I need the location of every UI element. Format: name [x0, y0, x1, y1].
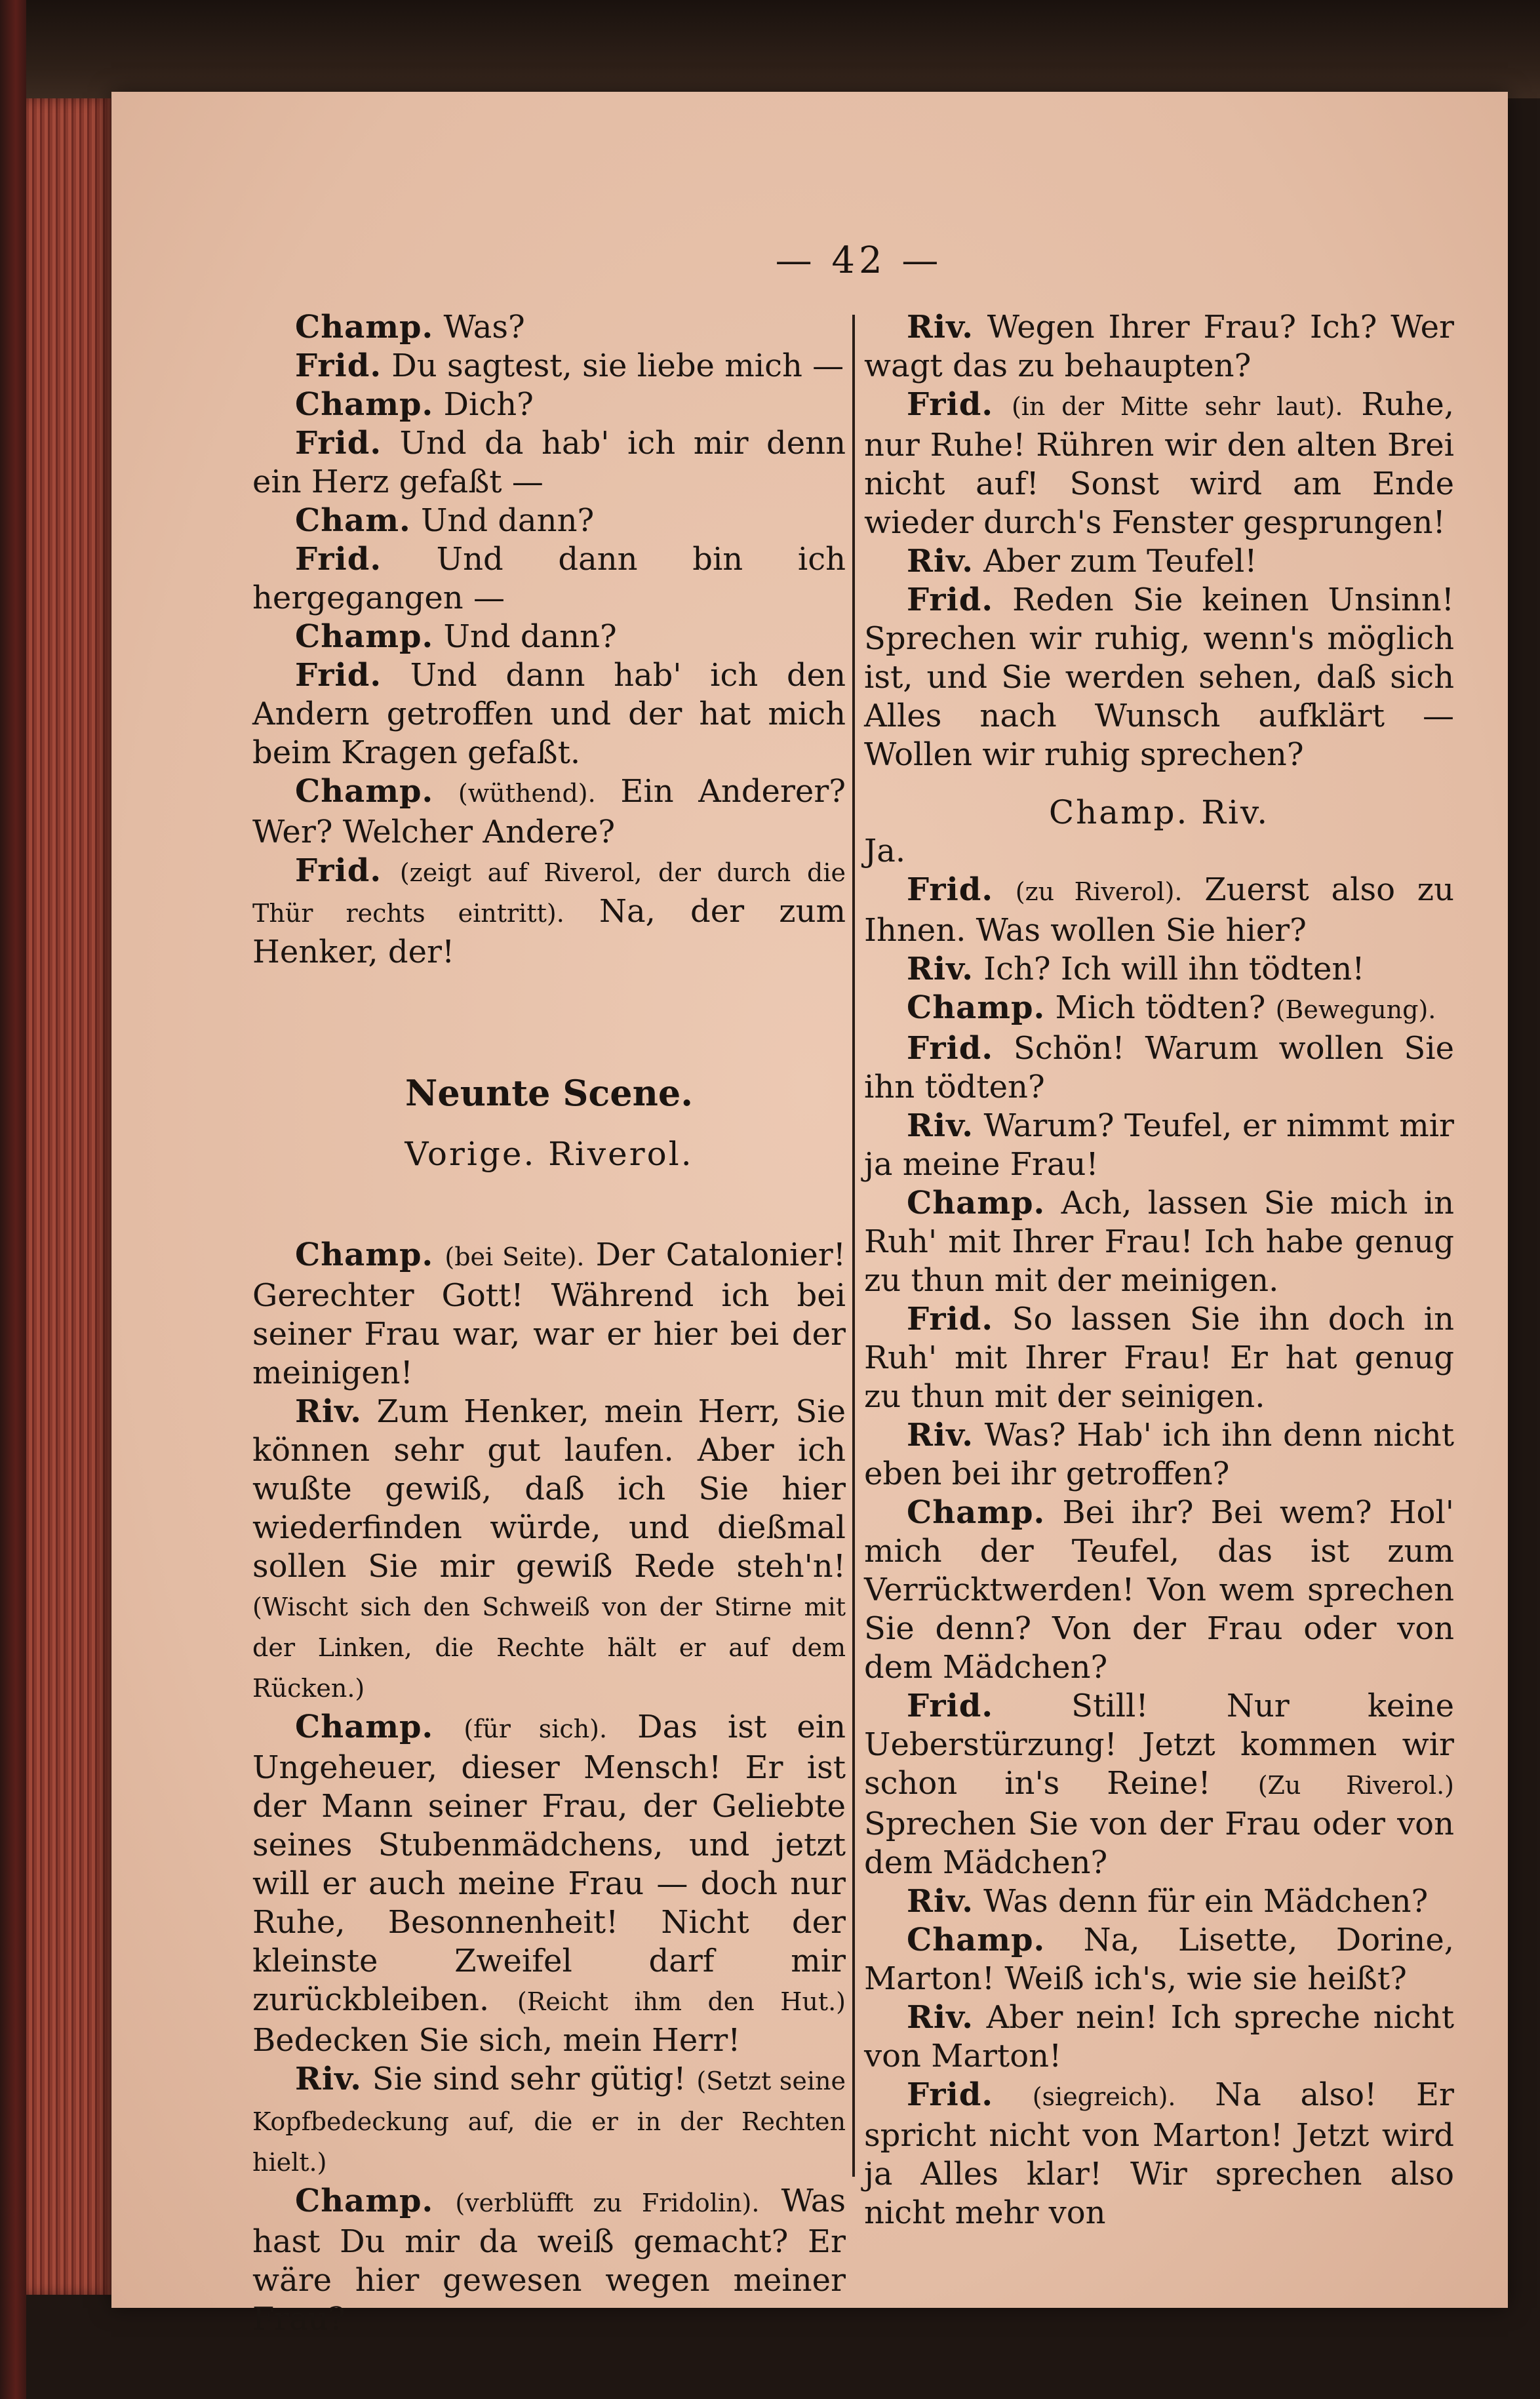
right-column — [864, 308, 1454, 2232]
stage-direction: (Bewegung). — [1275, 995, 1436, 1024]
speaker-name: Frid. — [907, 1030, 994, 1067]
speaker-name: Frid. — [907, 2076, 994, 2113]
column-divider — [852, 315, 855, 2177]
dialogue-line — [864, 581, 1454, 774]
dialogue-line — [252, 1393, 846, 1708]
book-binding — [0, 0, 26, 2399]
dialogue-line — [864, 308, 1454, 386]
right-dialogue-block-1 — [864, 308, 1454, 774]
dialogue-line — [864, 832, 1454, 871]
dialogue-text: Und dann? — [420, 502, 595, 539]
speaker-name: Frid. — [295, 852, 382, 889]
speaker-name: Champ. — [907, 1185, 1046, 1221]
speaker-name: Champ. — [907, 1922, 1046, 1958]
dialogue-text: Na, der zum Henker, der! — [252, 893, 846, 970]
dialogue-text: Mich tödten? — [1055, 989, 1266, 1026]
dialogue-text: Ruhe, nur Ruhe! Rühren wir den alten Brei nicht auf! Sonst wird am Ende wieder durch's Fenster gesprungen! — [864, 386, 1454, 541]
dialogue-line — [252, 618, 846, 656]
speaker-name: Frid. — [295, 347, 382, 384]
dialogue-line — [252, 2182, 846, 2339]
dialogue-text: Und dann? — [443, 618, 617, 655]
dialogue-line — [864, 1998, 1454, 2076]
stage-direction: (Wischt sich den Schweiß von der Stirne mit der Linken, die Rechte hält er auf dem Rücken.) — [252, 1593, 846, 1703]
dialogue-line — [864, 1687, 1454, 1882]
dialogue-line — [252, 386, 846, 424]
dialogue-text: Dich? — [443, 386, 534, 423]
speaker-name: Frid. — [907, 871, 994, 908]
left-column — [252, 308, 846, 2339]
dialogue-line — [864, 1882, 1454, 1921]
speaker-name: Riv. — [907, 1883, 974, 1920]
stage-direction: (zu Riverol). — [1015, 877, 1183, 906]
dialogue-text: Ein Anderer? Wer? Welcher Andere? — [252, 773, 846, 850]
dialogue-text: So lassen Sie ihn doch in Ruh' mit Ihrer Frau! Er hat genug zu thun mit der seinigen. — [864, 1301, 1454, 1415]
dialogue-text: Aber zum Teufel! — [983, 543, 1257, 580]
speaker-name: Frid. — [907, 582, 994, 618]
dialogue-text: Was? Hab' ich ihn denn nicht eben bei ihr getroffen? — [864, 1417, 1454, 1492]
dialogue-line — [252, 1236, 846, 1393]
dialogue-line — [864, 989, 1454, 1029]
stage-direction: (in der Mitte sehr laut). — [1011, 392, 1343, 421]
cast-line-right: Champ. Riv. — [1048, 793, 1270, 831]
dialogue-text: Zuerst also zu Ihnen. Was wollen Sie hier? — [864, 871, 1454, 949]
speaker-name: Riv. — [907, 309, 974, 346]
dialogue-text: Was? — [443, 309, 525, 346]
dialogue-line — [252, 772, 846, 852]
dialogue-line — [252, 424, 846, 502]
dialogue-text: Sprechen Sie von der Frau oder von dem Mädchen? — [864, 1806, 1454, 1881]
dialogue-line — [252, 347, 846, 386]
dialogue-line — [864, 1300, 1454, 1416]
dialogue-text: Und dann bin ich hergegangen — — [252, 541, 846, 616]
dialogue-text: Wegen Ihrer Frau? Ich? Wer wagt das zu behaupten? — [864, 309, 1454, 384]
dialogue-text: Ach, lassen Sie mich in Ruh' mit Ihrer Frau! Ich habe genug zu thun mit der meinigen. — [864, 1185, 1455, 1299]
speaker-name: Riv. — [907, 543, 974, 580]
dialogue-text: Zum Henker, mein Herr, Sie können sehr gut laufen. Aber ich wußte gewiß, daß ich Sie hier wiederfinden würde, und dießmal sollen Sie mir gewiß Rede steh'n! — [252, 1393, 846, 1585]
speaker-name: Riv. — [907, 1417, 974, 1454]
stage-direction: (Setzt seine Kopfbedeckung auf, die er in der Rechten hielt.) — [252, 2067, 846, 2177]
dialogue-line — [864, 2076, 1454, 2232]
dialogue-text: Ich? Ich will ihn tödten! — [983, 951, 1365, 987]
dialogue-text: Bei ihr? Bei wem? Hol' mich der Teufel, das ist zum Verrücktwerden! Von wem sprechen Sie denn? Von der Frau oder von dem Mädchen? — [864, 1494, 1454, 1686]
dialogue-text: Und dann hab' ich den Andern getroffen und der hat mich beim Kragen gefaßt. — [252, 657, 846, 771]
speaker-name: Champ. — [295, 1237, 434, 1273]
speaker-name: Cham. — [295, 502, 411, 539]
dialogue-text: Du sagtest, sie liebe mich — — [391, 347, 844, 384]
speaker-name: Frid. — [295, 657, 382, 694]
dialogue-line — [864, 1494, 1454, 1687]
dialogue-text: Na, Lisette, Dorine, Marton! Weiß ich's, wie sie heißt? — [864, 1922, 1455, 1997]
speaker-name: Champ. — [295, 773, 434, 810]
stage-direction: (Zu Riverol.) — [1257, 1771, 1454, 1800]
stage-direction: (bei Seite). — [444, 1242, 585, 1271]
dialogue-line — [864, 1416, 1454, 1494]
dialogue-text: Was denn für ein Mädchen? — [983, 1883, 1429, 1920]
dialogue-line — [252, 852, 846, 972]
stage-direction: (siegreich). — [1032, 2082, 1176, 2111]
speaker-name: Frid. — [907, 386, 994, 423]
dialogue-text: Aber nein! Ich spreche nicht von Marton! — [864, 1999, 1455, 2074]
stage-direction: (zeigt auf Riverol, der durch die Thür rechts eintritt). — [252, 858, 846, 928]
speaker-name: Champ. — [907, 989, 1046, 1026]
speaker-name: Frid. — [907, 1688, 994, 1724]
dialogue-text: Bedecken Sie sich, mein Herr! — [252, 2022, 741, 2059]
dialogue-text: Warum? Teufel, er nimmt mir ja meine Frau! — [864, 1107, 1455, 1183]
dialogue-line — [864, 1107, 1454, 1184]
dialogue-text: Reden Sie keinen Unsinn! Sprechen wir ruhig, wenn's möglich ist, und Sie werden sehen, daß sich Alles nach Wunsch aufklärt — Wollen wir ruhig sprechen? — [864, 582, 1454, 773]
right-dialogue-block-2 — [864, 832, 1454, 2232]
speaker-name: Frid. — [295, 425, 382, 462]
dialogue-line — [864, 1921, 1454, 1998]
stage-direction: (Reicht ihm den Hut.) — [517, 1987, 846, 2016]
dialogue-text: Ja. — [864, 833, 906, 869]
dialogue-line — [864, 871, 1454, 950]
speaker-name: Riv. — [907, 951, 974, 987]
speaker-name: Champ. — [295, 309, 434, 346]
dialogue-line — [252, 540, 846, 618]
book-top-edge — [0, 0, 1540, 98]
speaker-name: Frid. — [295, 541, 382, 578]
dialogue-line — [252, 656, 846, 772]
stage-direction: (für sich). — [464, 1715, 608, 1743]
left-dialogue-block-1 — [252, 308, 846, 972]
left-dialogue-block-2 — [252, 1236, 846, 2339]
speaker-name: Champ. — [295, 618, 434, 655]
dialogue-text: Sie sind sehr gütig! — [372, 2061, 686, 2097]
cast-line: Vorige. Riverol. — [405, 1135, 694, 1173]
stage-direction: (verblüfft zu Fridolin). — [455, 2189, 760, 2217]
stage-direction: (wüthend). — [458, 779, 596, 808]
speaker-name: Champ. — [907, 1494, 1046, 1531]
dialogue-line — [864, 1029, 1454, 1107]
speaker-name: Riv. — [907, 1107, 974, 1144]
dialogue-text: Na also! Er spricht nicht von Marton! Jetzt wird ja Alles klar! Wir sprechen also nicht mehr von — [864, 2076, 1454, 2231]
dialogue-line — [252, 308, 846, 347]
dialogue-text: Schön! Warum wollen Sie ihn tödten? — [864, 1030, 1454, 1105]
speaker-name: Champ. — [295, 386, 434, 423]
dialogue-line — [864, 950, 1454, 989]
speaker-name: Frid. — [907, 1301, 994, 1338]
page-number: — 42 — — [775, 239, 943, 282]
dialogue-line — [864, 1184, 1454, 1300]
speaker-name: Champ. — [295, 2183, 434, 2219]
dialogue-text: Und da hab' ich mir denn ein Herz gefaßt — — [252, 425, 846, 500]
scene-heading: Neunte Scene. — [405, 1072, 693, 1114]
page-edges — [26, 98, 111, 2295]
dialogue-line — [864, 542, 1454, 581]
dialogue-line — [252, 502, 846, 540]
dialogue-text: Was hast Du mir da weiß gemacht? Er wäre hier gewesen wegen meiner Frau? — [252, 2183, 846, 2337]
speaker-name: Champ. — [295, 1709, 434, 1745]
speaker-name: Riv. — [907, 1999, 974, 2036]
dialogue-line — [252, 1708, 846, 2060]
dialogue-line — [252, 2060, 846, 2182]
speaker-name: Riv. — [295, 1393, 362, 1430]
speaker-name: Riv. — [295, 2061, 362, 2097]
dialogue-line — [864, 386, 1454, 542]
dialogue-text: Das ist ein Ungeheuer, dieser Mensch! Er ist der Mann seiner Frau, der Geliebte seines Stubenmädchens, und jetzt will er auch meine Frau — doch nur Ruhe, Besonnenheit! Nicht der kleinste Zweifel darf mir zurückbleiben. — [252, 1709, 846, 2018]
dialogue-text: Still! Nur keine Ueberstürzung! Jetzt kommen wir schon in's Reine! — [864, 1688, 1454, 1802]
dialogue-text: Der Catalonier! Gerechter Gott! Während ich bei seiner Frau war, war er hier bei der meinigen! — [252, 1237, 846, 1391]
